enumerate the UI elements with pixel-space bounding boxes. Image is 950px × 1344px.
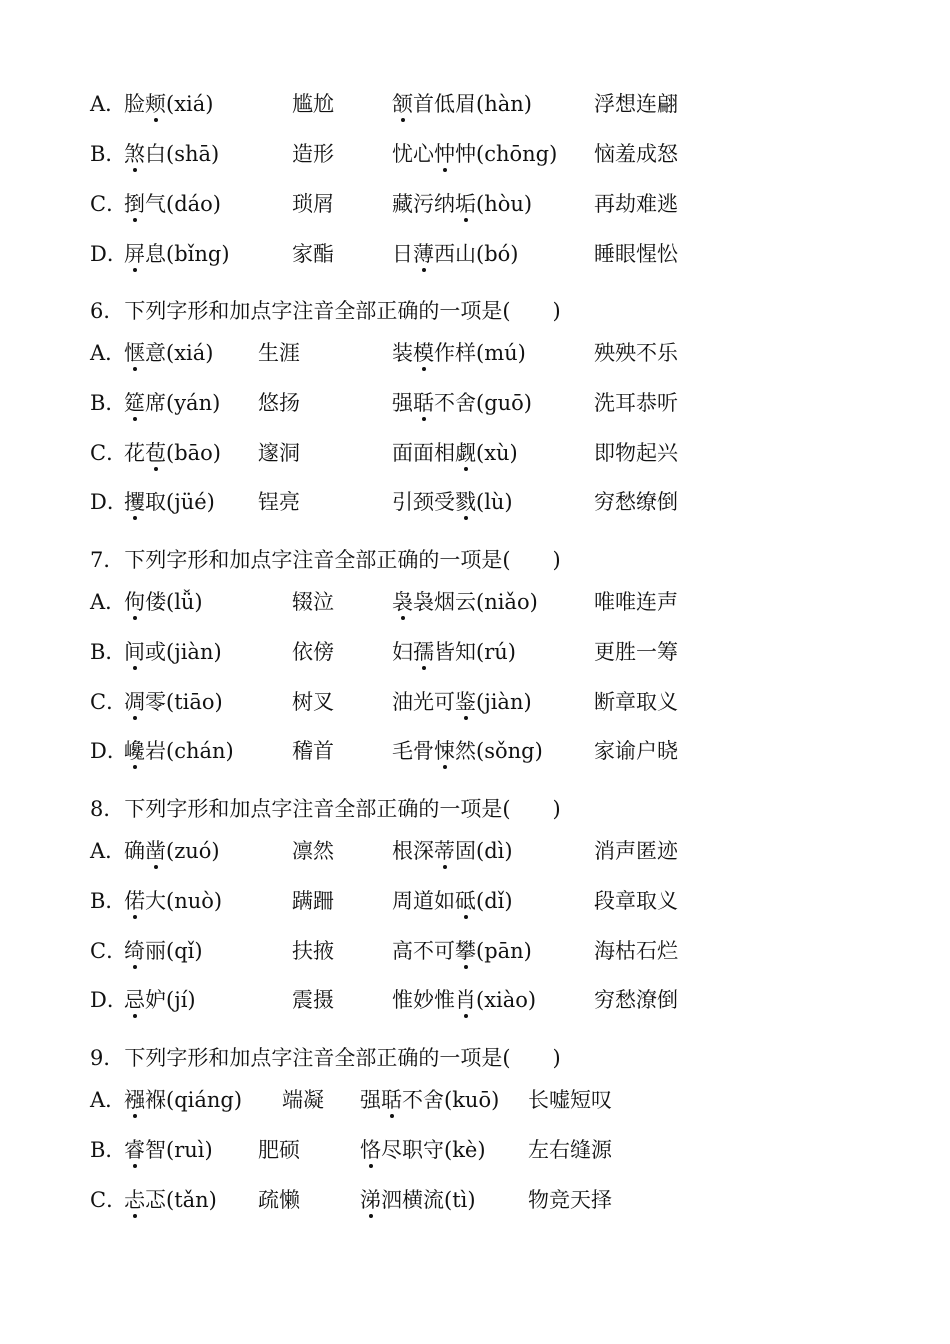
dotted-char: 觑: [455, 438, 476, 468]
dotted-char: 捯: [124, 189, 145, 219]
word-4: 长嘘短叹: [528, 1088, 612, 1112]
word-3: 妇孺皆知(rú): [392, 637, 516, 667]
dotted-char: 垢: [455, 189, 476, 219]
word-3: 油光可鉴(jiàn): [392, 687, 532, 717]
dotted-char: 孺: [413, 637, 434, 667]
word-3: 强聒不舍(guō): [392, 388, 532, 418]
word-3: 装模作样(mú): [392, 338, 526, 368]
word-3: 引颈受戮(lù): [392, 487, 513, 517]
pinyin: (qiáng): [166, 1088, 243, 1112]
word-1: 筵席(yán): [124, 388, 220, 418]
pinyin: (yán): [166, 391, 221, 415]
word-2: 树叉: [292, 690, 334, 714]
word-3: 惟妙惟肖(xiào): [392, 985, 536, 1015]
word-1: 巉岩(chán): [124, 736, 234, 766]
dotted-char: 凿: [145, 836, 166, 866]
pinyin: (shā): [166, 142, 220, 166]
dotted-char: 砥: [455, 886, 476, 916]
option-label: B．: [90, 1138, 127, 1162]
option-label: D．: [90, 739, 128, 763]
pinyin: (dáo): [166, 192, 221, 216]
word-1: 脸颊(xiá): [124, 89, 213, 119]
pinyin: (tiāo): [166, 690, 223, 714]
option-label: A．: [90, 341, 127, 365]
dotted-char: 襁: [124, 1085, 145, 1115]
word-1: 攫取(jüé): [124, 487, 215, 517]
word-4: 即物起兴: [594, 441, 678, 465]
word-3: 高不可攀(pān): [392, 936, 532, 966]
dotted-char: 煞: [124, 139, 145, 169]
dotted-char: 苞: [145, 438, 166, 468]
word-3: 毛骨悚然(sǒng): [392, 736, 543, 766]
word-4: 消声匿迹: [594, 839, 678, 863]
dotted-char: 屏: [124, 239, 145, 269]
pinyin: (chōng): [476, 142, 558, 166]
option-label: A．: [90, 590, 127, 614]
word-1: 间或(jiàn): [124, 637, 222, 667]
dotted-char: 绮: [124, 936, 145, 966]
word-4: 段章取义: [594, 889, 678, 913]
word-2: 肥硕: [258, 1138, 300, 1162]
word-4: 家谕户晓: [594, 739, 678, 763]
word-2: 造形: [292, 142, 334, 166]
pinyin: (hàn): [476, 92, 532, 116]
dotted-char: 颊: [145, 89, 166, 119]
word-4: 左右缝源: [528, 1138, 612, 1162]
pinyin: (jiàn): [166, 640, 222, 664]
option-label: D．: [90, 988, 128, 1012]
dotted-char: 攀: [455, 936, 476, 966]
word-1: 忌妒(jí): [124, 985, 196, 1015]
pinyin: (niǎo): [476, 590, 538, 614]
dotted-char: 攫: [124, 487, 145, 517]
word-4: 再劫难逃: [594, 192, 678, 216]
option-label: A．: [90, 1088, 127, 1112]
dotted-char: 蒂: [434, 836, 455, 866]
word-1: 佝偻(lǚ): [124, 587, 203, 617]
word-1: 睿智(ruì): [124, 1135, 213, 1165]
dotted-char: 睿: [124, 1135, 145, 1165]
word-2: 邃洞: [258, 441, 300, 465]
pinyin: (guō): [476, 391, 532, 415]
word-1: 花苞(bāo): [124, 438, 221, 468]
dotted-char: 薄: [413, 239, 434, 269]
dotted-char: 凋: [124, 687, 145, 717]
option-label: C．: [90, 192, 128, 216]
pinyin: (xiào): [476, 988, 537, 1012]
word-2: 震摄: [292, 988, 334, 1012]
pinyin: (qǐ): [166, 939, 203, 963]
pinyin: (bāo): [166, 441, 221, 465]
word-3: 周道如砥(dǐ): [392, 886, 513, 916]
word-3: 强聒不舍(kuō): [360, 1085, 499, 1115]
word-4: 穷愁缭倒: [594, 490, 678, 514]
word-2: 悠扬: [258, 391, 300, 415]
dotted-char: 间: [124, 637, 145, 667]
pinyin: (bó): [476, 242, 519, 266]
pinyin: (mú): [476, 341, 526, 365]
pinyin: (bǐng): [166, 242, 230, 266]
word-4: 睡眼惺忪: [594, 242, 678, 266]
word-2: 锃亮: [258, 490, 300, 514]
option-label: C．: [90, 690, 128, 714]
word-3: 涕泗横流(tì): [360, 1185, 476, 1215]
dotted-char: 巉: [124, 736, 145, 766]
pinyin: (ruì): [166, 1138, 213, 1162]
word-3: 颔首低眉(hàn): [392, 89, 532, 119]
option-label: B．: [90, 640, 127, 664]
word-2: 依傍: [292, 640, 334, 664]
dotted-char: 惬: [124, 338, 145, 368]
word-1: 煞白(shā): [124, 139, 219, 169]
word-4: 唯唯连声: [594, 590, 678, 614]
pinyin: (jí): [166, 988, 196, 1012]
pinyin: (lù): [476, 490, 513, 514]
word-4: 恼羞成怒: [594, 142, 678, 166]
dotted-char: 戮: [455, 487, 476, 517]
word-2: 凛然: [292, 839, 334, 863]
word-3: 根深蒂固(dì): [392, 836, 513, 866]
word-2: 生涯: [258, 341, 300, 365]
word-2: 琐屑: [292, 192, 334, 216]
word-3: 袅袅烟云(niǎo): [392, 587, 538, 617]
dotted-char: 聒: [413, 388, 434, 418]
question-text: 8．下列字形和加点字注音全部正确的一项是( ): [90, 797, 561, 821]
pinyin: (xiá): [166, 92, 214, 116]
pinyin: (kè): [444, 1138, 486, 1162]
word-4: 海枯石烂: [594, 939, 678, 963]
word-2: 尴尬: [292, 92, 334, 116]
word-2: 疏懒: [258, 1188, 300, 1212]
word-3: 面面相觑(xù): [392, 438, 518, 468]
pinyin: (rú): [476, 640, 516, 664]
option-label: B．: [90, 391, 127, 415]
pinyin: (tì): [444, 1188, 476, 1212]
word-3: 恪尽职守(kè): [360, 1135, 486, 1165]
option-label: C．: [90, 1188, 128, 1212]
dotted-char: 偌: [124, 886, 145, 916]
option-label: A．: [90, 92, 127, 116]
dotted-char: 筵: [124, 388, 145, 418]
question-text: 7．下列字形和加点字注音全部正确的一项是( ): [90, 548, 561, 572]
pinyin: (pān): [476, 939, 532, 963]
dotted-char: 肖: [455, 985, 476, 1015]
word-1: 确凿(zuó): [124, 836, 220, 866]
word-4: 更胜一筹: [594, 640, 678, 664]
dotted-char: 颔: [392, 89, 413, 119]
word-4: 殃殃不乐: [594, 341, 678, 365]
pinyin: (zuó): [166, 839, 220, 863]
word-1: 偌大(nuò): [124, 886, 222, 916]
question-text: 9．下列字形和加点字注音全部正确的一项是( ): [90, 1046, 561, 1070]
word-2: 家酯: [292, 242, 334, 266]
word-3: 忧心忡忡(chōng): [392, 139, 557, 169]
option-label: B．: [90, 889, 127, 913]
word-1: 襁褓(qiáng): [124, 1085, 242, 1115]
dotted-char: 恪: [360, 1135, 381, 1165]
pinyin: (dǐ): [476, 889, 513, 913]
dotted-char: 忌: [124, 985, 145, 1015]
word-4: 穷愁潦倒: [594, 988, 678, 1012]
dotted-char: 鉴: [455, 687, 476, 717]
dotted-char: 聒: [381, 1085, 402, 1115]
option-label: A．: [90, 839, 127, 863]
option-label: C．: [90, 939, 128, 963]
pinyin: (kuō): [444, 1088, 500, 1112]
word-1: 屏息(bǐng): [124, 239, 230, 269]
question-text: 6．下列字形和加点字注音全部正确的一项是( ): [90, 299, 561, 323]
word-4: 洗耳恭听: [594, 391, 678, 415]
pinyin: (chán): [166, 739, 234, 763]
word-2: 稽首: [292, 739, 334, 763]
option-label: C．: [90, 441, 128, 465]
word-2: 辍泣: [292, 590, 334, 614]
pinyin: (lǚ): [166, 590, 203, 614]
pinyin: (tǎn): [166, 1188, 217, 1212]
option-label: B．: [90, 142, 127, 166]
word-1: 凋零(tiāo): [124, 687, 223, 717]
option-label: D．: [90, 490, 128, 514]
pinyin: (xiá): [166, 341, 214, 365]
dotted-char: 佝: [124, 587, 145, 617]
pinyin: (hòu): [476, 192, 533, 216]
dotted-char: 涕: [360, 1185, 381, 1215]
word-2: 端凝: [282, 1088, 324, 1112]
pinyin: (jiàn): [476, 690, 532, 714]
dotted-char: 忐: [124, 1185, 145, 1215]
word-1: 捯气(dáo): [124, 189, 221, 219]
option-label: D．: [90, 242, 128, 266]
pinyin: (dì): [476, 839, 513, 863]
dotted-char: 忡: [434, 139, 455, 169]
pinyin: (jüé): [166, 490, 215, 514]
word-2: 扶掖: [292, 939, 334, 963]
word-4: 浮想连翩: [594, 92, 678, 116]
word-1: 绮丽(qǐ): [124, 936, 203, 966]
word-1: 忐忑(tǎn): [124, 1185, 217, 1215]
pinyin: (nuò): [166, 889, 223, 913]
pinyin: (xù): [476, 441, 518, 465]
pinyin: (sǒng): [476, 739, 543, 763]
word-3: 日薄西山(bó): [392, 239, 518, 269]
word-2: 蹒跚: [292, 889, 334, 913]
word-1: 惬意(xiá): [124, 338, 213, 368]
word-4: 断章取义: [594, 690, 678, 714]
dotted-char: 袅: [392, 587, 413, 617]
dotted-char: 悚: [434, 736, 455, 766]
word-4: 物竞天择: [528, 1188, 612, 1212]
word-3: 藏污纳垢(hòu): [392, 189, 532, 219]
dotted-char: 模: [413, 338, 434, 368]
